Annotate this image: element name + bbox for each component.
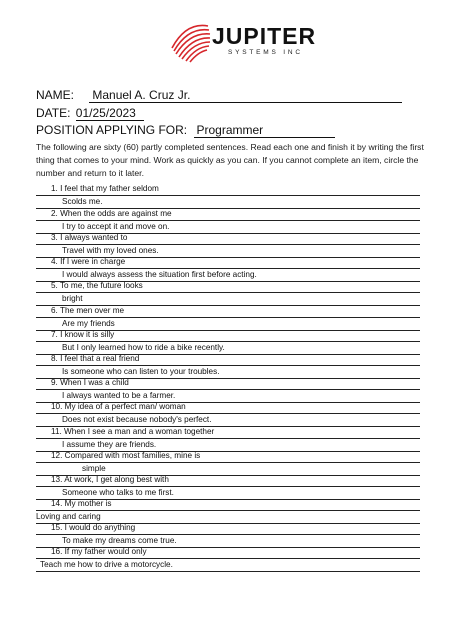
item-answer: I try to accept it and move on. [36,221,420,234]
item-answer: Are my friends [36,318,420,331]
item-answer: But I only learned how to ride a bike recently. [36,342,420,355]
item-answer: Is someone who can listen to your troubles. [36,366,420,379]
item-prompt: 14. My mother is [36,498,420,511]
item-answer: Someone who talks to me first. [36,487,420,500]
item-answer: I assume they are friends. [36,439,420,452]
position-value: Programmer [194,124,335,138]
sentence-item-3 [36,232,420,258]
sentence-item-16 [36,546,420,572]
sentence-item-9 [36,377,420,403]
item-prompt: 10. My idea of a perfect man/ woman [36,401,420,414]
item-prompt: 12. Compared with most families, mine is [36,450,420,463]
company-logo [168,18,328,64]
item-prompt: 6. The men over me [36,305,420,318]
name-label: NAME: [36,88,75,102]
sentence-item-4 [36,256,420,282]
item-prompt: 11. When I see a man and a woman together [36,426,420,439]
sentence-item-2 [36,208,420,234]
item-prompt: 13. At work, I get along best with [36,474,420,487]
date-value: 01/25/2023 [76,107,144,121]
date-label: DATE: [36,106,71,120]
item-prompt: 1. I feel that my father seldom [36,183,420,196]
sentence-item-7 [36,329,420,355]
item-answer: Loving and caring [36,511,420,524]
item-prompt: 4. If I were in charge [36,256,420,269]
item-answer: simple [36,463,420,476]
item-prompt: 9. When I was a child [36,377,420,390]
name-field [36,88,402,103]
logo-wordmark: JUPITER [212,23,317,49]
item-prompt: 8. I feel that a real friend [36,353,420,366]
sentence-item-12 [36,450,420,476]
date-field [36,106,144,121]
instructions-paragraph: The following are sixty (60) partly completed sentences. Read each one and finish it by writing the first thing that comes to your mind. Work as quickly as you can. If you cannot complete an item, circle the number and return to it later. [36,142,424,178]
item-prompt: 2. When the odds are against me [36,208,420,221]
sentence-item-14 [36,498,420,524]
position-label: POSITION APPLYING FOR: [36,123,188,137]
item-answer: Scolds me. [36,196,420,209]
item-answer: I would always assess the situation first before acting. [36,269,420,282]
item-answer: I always wanted to be a farmer. [36,390,420,403]
sentence-item-10 [36,401,420,427]
item-answer: Travel with my loved ones. [36,245,420,258]
logo-subtitle: SYSTEMS INC [228,49,303,56]
sentence-item-8 [36,353,420,379]
sentence-item-15 [36,522,420,548]
item-answer: Teach me how to drive a motorcycle. [36,559,420,572]
item-answer: To make my dreams come true. [36,535,420,548]
sentence-item-1 [36,183,420,209]
sentence-item-13 [36,474,420,500]
item-answer: Does not exist because nobody's perfect. [36,414,420,427]
item-answer: bright [36,293,420,306]
sentence-item-11 [36,426,420,452]
item-prompt: 15. I would do anything [36,522,420,535]
item-prompt: 5. To me, the future looks [36,280,420,293]
jupiter-globe-icon [168,18,212,64]
item-prompt: 16. If my father would only [36,546,420,559]
sentence-item-5 [36,280,420,306]
item-prompt: 7. I know it is silly [36,329,420,342]
name-value: Manuel A. Cruz Jr. [89,89,402,103]
position-field [36,123,335,138]
item-prompt: 3. I always wanted to [36,232,420,245]
sentence-item-6 [36,305,420,331]
